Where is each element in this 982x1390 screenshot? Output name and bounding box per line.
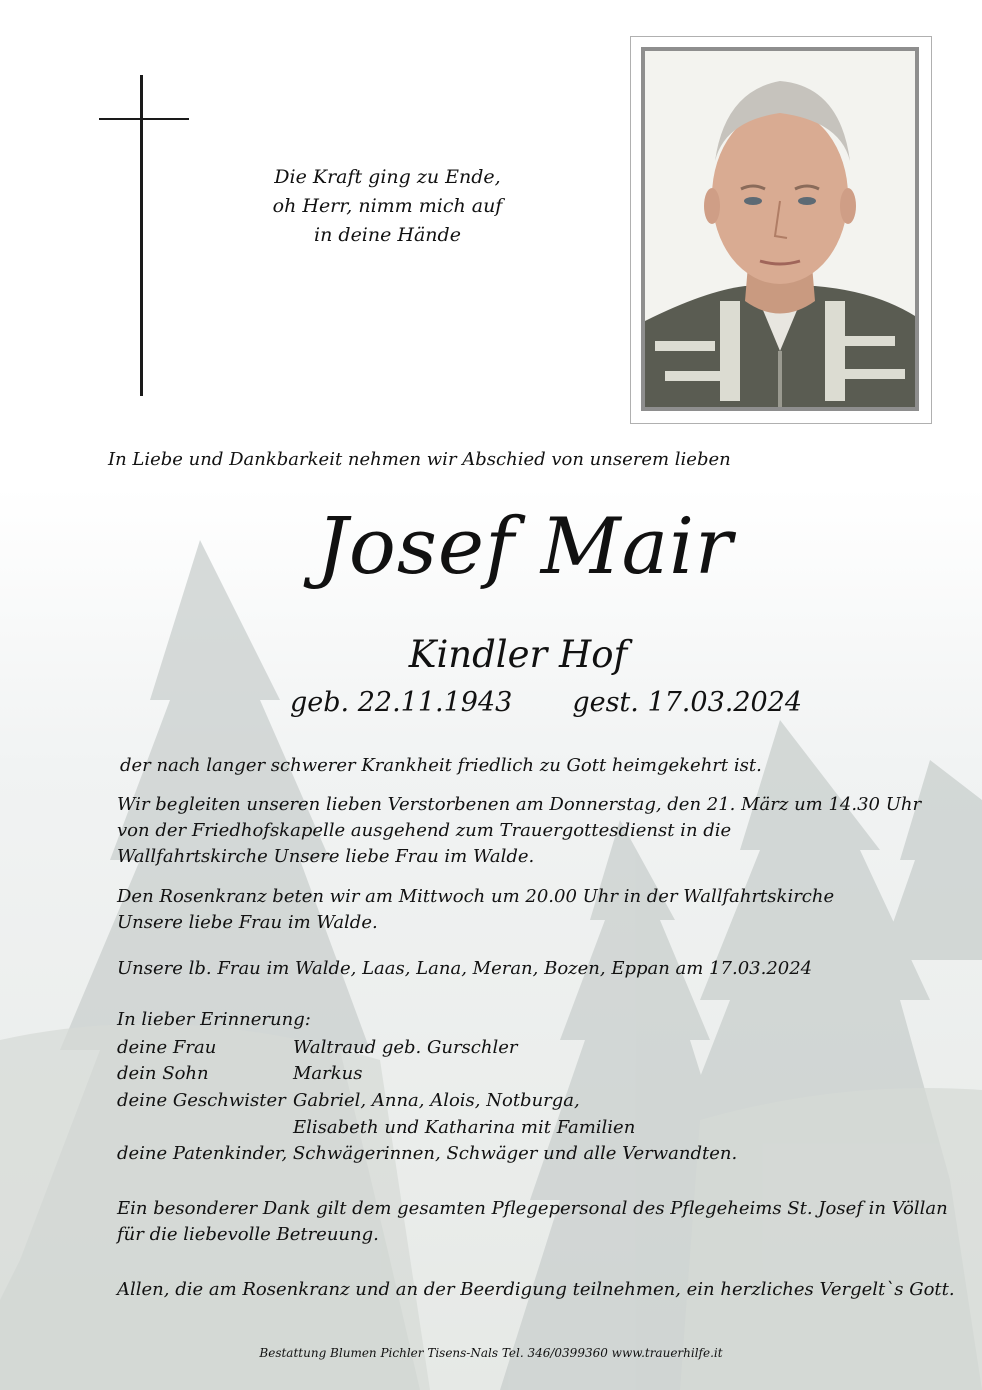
portrait-photo bbox=[641, 47, 919, 411]
mourner-names: Waltraud geb. Gurschler bbox=[293, 1037, 518, 1058]
rosary-line: Unsere liebe Frau im Walde. bbox=[117, 912, 378, 933]
life-dates bbox=[290, 687, 802, 718]
passing-text: der nach langer schwerer Krankheit friedlich zu Gott heimgekehrt ist. bbox=[120, 755, 762, 776]
mourner-names: Markus bbox=[293, 1063, 363, 1084]
memorial-verse bbox=[230, 163, 545, 250]
funeral-line: von der Friedhofskapelle ausgehend zum Trauergottesdienst in die bbox=[117, 820, 732, 841]
mourner-relation: dein Sohn bbox=[117, 1063, 209, 1084]
mourner-names: Elisabeth und Katharina mit Familien bbox=[293, 1117, 636, 1138]
thanks-paragraph bbox=[117, 1196, 948, 1248]
thanks-line: Ein besonderer Dank gilt dem gesamten Pflegepersonal des Pflegeheims St. Josef in Völlan bbox=[117, 1198, 948, 1219]
funeral-home-footer: Bestattung Blumen Pichler Tisens-Nals Tel. 346/0399360 www.trauerhilfe.it bbox=[259, 1346, 723, 1360]
verse-line: Die Kraft ging zu Ende, bbox=[274, 166, 501, 188]
intro-text: In Liebe und Dankbarkeit nehmen wir Abschied von unserem lieben bbox=[108, 449, 731, 470]
cross-icon-horizontal bbox=[99, 118, 189, 120]
cross-icon-vertical bbox=[140, 75, 143, 396]
rosary-line: Den Rosenkranz beten wir am Mittwoch um 20.00 Uhr in der Wallfahrtskirche bbox=[117, 886, 835, 907]
deceased-name: Josef Mair bbox=[316, 502, 734, 592]
thanks-line: für die liebevolle Betreuung. bbox=[117, 1224, 379, 1245]
birth-date: geb. 22.11.1943 bbox=[290, 687, 513, 718]
death-date: gest. 17.03.2024 bbox=[572, 687, 803, 718]
rosary-paragraph bbox=[117, 884, 834, 936]
mourners-heading: In lieber Erinnerung: bbox=[117, 1009, 311, 1030]
mourner-relation: deine Frau bbox=[117, 1037, 217, 1058]
farm-name: Kindler Hof bbox=[408, 633, 628, 676]
final-thanks: Allen, die am Rosenkranz und an der Beerdigung teilnehmen, ein herzliches Vergelt`s Gott. bbox=[117, 1279, 955, 1300]
verse-line: oh Herr, nimm mich auf bbox=[272, 195, 503, 217]
funeral-line: Wallfahrtskirche Unsere liebe Frau im Walde. bbox=[117, 846, 535, 867]
funeral-line: Wir begleiten unseren lieben Verstorbenen am Donnerstag, den 21. März um 14.30 Uhr bbox=[117, 794, 922, 815]
mourner-names: Gabriel, Anna, Alois, Notburga, bbox=[293, 1090, 580, 1111]
mourners-closing: deine Patenkinder, Schwägerinnen, Schwäger und alle Verwandten. bbox=[117, 1143, 738, 1164]
mourner-relation: deine Geschwister bbox=[117, 1090, 286, 1111]
portrait-frame bbox=[630, 36, 932, 424]
verse-line: in deine Hände bbox=[314, 224, 461, 246]
funeral-paragraph bbox=[117, 792, 921, 870]
places-date-line: Unsere lb. Frau im Walde, Laas, Lana, Meran, Bozen, Eppan am 17.03.2024 bbox=[117, 958, 813, 979]
